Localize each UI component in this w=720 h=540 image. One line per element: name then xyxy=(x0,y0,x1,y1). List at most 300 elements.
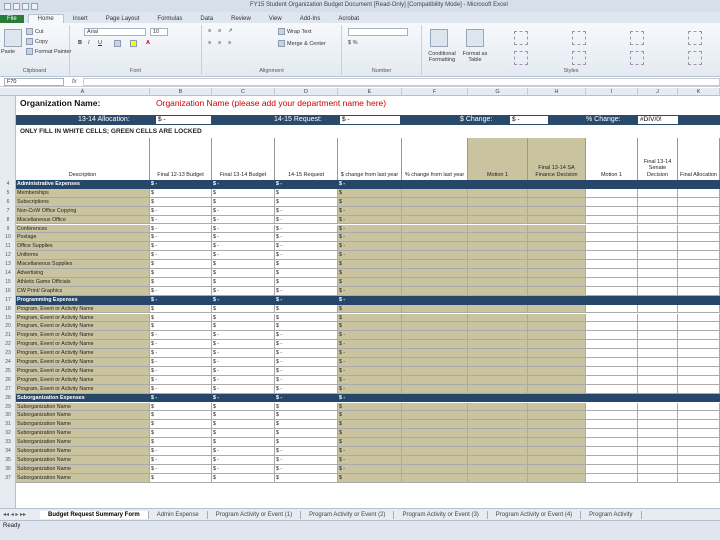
table-cell[interactable] xyxy=(638,349,678,358)
table-cell[interactable] xyxy=(402,385,468,394)
table-cell[interactable]: $ xyxy=(150,411,212,420)
table-cell[interactable]: $ xyxy=(212,278,275,287)
font-size-select[interactable]: 10 xyxy=(150,28,168,36)
sheet-tab[interactable]: Program Activity or Event (2) xyxy=(301,511,394,519)
column-header-j[interactable]: J xyxy=(638,88,678,96)
ribbon-tab-file[interactable]: File xyxy=(0,15,24,23)
table-cell[interactable]: $ xyxy=(150,269,212,278)
table-cell[interactable] xyxy=(638,411,678,420)
ribbon-tab-add-ins[interactable]: Add-Ins xyxy=(299,16,321,22)
table-cell[interactable] xyxy=(402,260,468,269)
table-cell[interactable]: $ xyxy=(275,260,338,269)
sheet-tab[interactable]: Program Activity or Event (1) xyxy=(208,511,301,519)
column-header-i[interactable]: I xyxy=(586,88,638,96)
table-cell[interactable]: $ xyxy=(338,269,402,278)
table-cell[interactable] xyxy=(638,322,678,331)
table-cell[interactable] xyxy=(586,260,638,269)
table-cell[interactable] xyxy=(468,474,528,483)
row-number[interactable]: 33 xyxy=(5,439,11,446)
table-cell[interactable]: $ - xyxy=(150,251,212,260)
table-cell[interactable]: $ - xyxy=(275,340,338,349)
table-cell[interactable]: $ xyxy=(212,198,275,207)
table-cell[interactable]: $ xyxy=(212,269,275,278)
table-cell[interactable] xyxy=(678,305,720,314)
ribbon-tab-insert[interactable]: Insert xyxy=(72,16,88,22)
column-header-h[interactable]: H xyxy=(528,88,586,96)
table-cell[interactable] xyxy=(402,278,468,287)
table-cell[interactable] xyxy=(468,367,528,376)
table-cell[interactable] xyxy=(678,447,720,456)
table-cell[interactable]: $ - xyxy=(338,340,402,349)
row-description-cell[interactable]: Uniforms xyxy=(16,251,150,260)
row-number[interactable]: 36 xyxy=(5,465,11,472)
table-cell[interactable] xyxy=(586,376,638,385)
table-cell[interactable]: $ xyxy=(275,322,338,331)
row-description-cell[interactable]: Suborganization Name xyxy=(16,474,150,483)
table-cell[interactable] xyxy=(638,429,678,438)
table-cell[interactable]: $ - xyxy=(150,225,212,234)
table-cell[interactable]: $ - xyxy=(338,216,402,225)
table-cell[interactable] xyxy=(586,465,638,474)
table-cell[interactable] xyxy=(638,314,678,323)
row-number[interactable]: 14 xyxy=(5,270,11,276)
table-cell[interactable] xyxy=(528,358,586,367)
table-cell[interactable] xyxy=(528,394,586,403)
table-cell[interactable]: $ xyxy=(150,260,212,269)
ribbon-tab-data[interactable]: Data xyxy=(200,16,214,22)
row-description-cell[interactable]: Postage xyxy=(16,233,150,242)
table-cell[interactable] xyxy=(468,251,528,260)
table-cell[interactable] xyxy=(638,331,678,340)
table-cell[interactable]: $ xyxy=(338,322,402,331)
worksheet-grid[interactable] xyxy=(16,96,720,508)
table-cell[interactable]: $ - xyxy=(275,358,338,367)
row-description-cell[interactable]: CW Print/ Graphics xyxy=(16,287,150,296)
table-cell[interactable]: $ - xyxy=(212,456,275,465)
table-cell[interactable] xyxy=(638,385,678,394)
table-cell[interactable] xyxy=(528,233,586,242)
table-cell[interactable] xyxy=(678,287,720,296)
row-number[interactable]: 16 xyxy=(5,287,11,294)
table-cell[interactable]: $ xyxy=(150,403,212,412)
row-number[interactable]: 29 xyxy=(5,403,11,410)
row-number[interactable]: 25 xyxy=(5,367,11,374)
table-cell[interactable] xyxy=(638,447,678,456)
table-cell[interactable] xyxy=(678,180,720,189)
table-cell[interactable]: $ - xyxy=(338,358,402,367)
table-cell[interactable] xyxy=(402,233,468,242)
table-cell[interactable] xyxy=(402,411,468,420)
cell-style-3[interactable] xyxy=(572,31,586,45)
row-description-cell[interactable]: Athletic Game Officials xyxy=(16,278,150,287)
cut-button[interactable]: Cut xyxy=(26,28,44,35)
font-name-select[interactable]: Arial xyxy=(84,28,146,36)
name-box[interactable]: F70 xyxy=(4,78,64,86)
table-cell[interactable] xyxy=(528,403,586,412)
table-cell[interactable] xyxy=(638,305,678,314)
sheet-tab[interactable]: Program Activity or Event (3) xyxy=(394,511,487,519)
table-cell[interactable] xyxy=(468,242,528,251)
column-header-g[interactable]: G xyxy=(468,88,528,96)
table-cell[interactable] xyxy=(402,189,468,198)
table-cell[interactable] xyxy=(528,189,586,198)
table-cell[interactable]: $ xyxy=(275,305,338,314)
table-cell[interactable]: $ xyxy=(275,438,338,447)
column-header-e[interactable]: E xyxy=(338,88,402,96)
table-cell[interactable] xyxy=(586,474,638,483)
row-number[interactable]: 35 xyxy=(5,456,11,463)
cell-style-5[interactable] xyxy=(630,31,644,45)
copy-button[interactable]: Copy xyxy=(26,38,48,45)
merge-center-button[interactable]: Merge & Center xyxy=(278,40,326,47)
table-cell[interactable]: $ xyxy=(275,429,338,438)
table-cell[interactable] xyxy=(586,322,638,331)
table-cell[interactable]: $ xyxy=(212,322,275,331)
table-cell[interactable] xyxy=(528,225,586,234)
table-cell[interactable] xyxy=(638,403,678,412)
currency-icon[interactable]: $ % xyxy=(348,40,358,46)
table-cell[interactable] xyxy=(638,233,678,242)
table-cell[interactable] xyxy=(678,411,720,420)
table-cell[interactable]: $ - xyxy=(212,331,275,340)
table-cell[interactable] xyxy=(468,189,528,198)
table-cell[interactable]: $ - xyxy=(338,456,402,465)
row-number[interactable]: 6 xyxy=(6,198,10,205)
table-cell[interactable]: $ xyxy=(338,189,402,198)
table-cell[interactable]: $ - xyxy=(212,358,275,367)
font-color-button[interactable]: A xyxy=(146,40,150,46)
table-cell[interactable]: $ xyxy=(150,429,212,438)
table-cell[interactable] xyxy=(468,260,528,269)
table-cell[interactable] xyxy=(678,322,720,331)
save-icon[interactable] xyxy=(13,3,20,10)
table-cell[interactable] xyxy=(638,260,678,269)
table-cell[interactable] xyxy=(586,349,638,358)
table-cell[interactable] xyxy=(468,331,528,340)
paste-icon[interactable] xyxy=(4,29,22,47)
conditional-formatting-icon[interactable] xyxy=(430,29,448,47)
table-cell[interactable] xyxy=(678,367,720,376)
org-name-value[interactable]: Organization Name (please add your department name here) xyxy=(156,98,387,108)
row-number[interactable]: 22 xyxy=(5,341,11,348)
table-cell[interactable] xyxy=(638,251,678,260)
table-cell[interactable] xyxy=(638,189,678,198)
table-cell[interactable] xyxy=(638,242,678,251)
table-cell[interactable]: $ - xyxy=(212,367,275,376)
column-header-k[interactable]: K xyxy=(678,88,720,96)
table-cell[interactable] xyxy=(678,438,720,447)
undo-icon[interactable] xyxy=(22,3,29,10)
table-cell[interactable] xyxy=(528,340,586,349)
table-cell[interactable] xyxy=(678,314,720,323)
table-cell[interactable]: $ - xyxy=(212,465,275,474)
table-cell[interactable] xyxy=(586,278,638,287)
table-cell[interactable]: $ - xyxy=(338,251,402,260)
table-cell[interactable] xyxy=(586,456,638,465)
table-cell[interactable]: $ xyxy=(212,260,275,269)
row-description-cell[interactable]: Office Supplies xyxy=(16,242,150,251)
row-description-cell[interactable]: Suborganization Name xyxy=(16,465,150,474)
table-cell[interactable]: $ xyxy=(338,403,402,412)
table-cell[interactable] xyxy=(468,385,528,394)
table-cell[interactable] xyxy=(402,314,468,323)
table-cell[interactable] xyxy=(586,385,638,394)
table-cell[interactable] xyxy=(638,216,678,225)
row-number[interactable]: 20 xyxy=(5,323,11,330)
table-cell[interactable]: $ - xyxy=(275,251,338,260)
table-cell[interactable]: $ - xyxy=(275,233,338,242)
table-cell[interactable]: $ - xyxy=(150,180,212,189)
table-cell[interactable] xyxy=(678,198,720,207)
table-cell[interactable]: $ - xyxy=(338,296,402,305)
table-cell[interactable] xyxy=(402,358,468,367)
bold-button[interactable]: B xyxy=(78,40,82,46)
format-as-table-icon[interactable] xyxy=(466,29,484,47)
table-cell[interactable] xyxy=(528,331,586,340)
sheet-tab[interactable]: Program Activity or Event (4) xyxy=(488,511,581,519)
table-cell[interactable]: $ - xyxy=(150,385,212,394)
table-cell[interactable] xyxy=(402,198,468,207)
table-cell[interactable]: $ - xyxy=(212,376,275,385)
row-description-cell[interactable]: Suborganization Name xyxy=(16,456,150,465)
row-description-cell[interactable]: Program, Event or Activity Name xyxy=(16,331,150,340)
table-cell[interactable]: $ - xyxy=(275,367,338,376)
table-cell[interactable]: $ xyxy=(150,278,212,287)
table-cell[interactable]: $ - xyxy=(212,340,275,349)
table-cell[interactable]: $ xyxy=(275,403,338,412)
table-cell[interactable]: $ - xyxy=(150,331,212,340)
table-cell[interactable]: $ xyxy=(212,411,275,420)
table-cell[interactable] xyxy=(468,349,528,358)
table-cell[interactable] xyxy=(402,394,468,403)
table-cell[interactable] xyxy=(468,403,528,412)
ribbon-tab-acrobat[interactable]: Acrobat xyxy=(338,16,360,22)
row-number[interactable]: 26 xyxy=(5,376,11,383)
cell-style-1[interactable] xyxy=(514,31,528,45)
table-cell[interactable] xyxy=(402,456,468,465)
excel-icon[interactable] xyxy=(4,3,11,10)
table-cell[interactable]: $ - xyxy=(338,331,402,340)
cell-style-7[interactable] xyxy=(688,31,702,45)
table-cell[interactable] xyxy=(468,358,528,367)
table-cell[interactable] xyxy=(586,305,638,314)
table-cell[interactable]: $ - xyxy=(338,465,402,474)
table-cell[interactable] xyxy=(468,322,528,331)
table-cell[interactable] xyxy=(638,376,678,385)
table-cell[interactable]: $ - xyxy=(338,349,402,358)
table-cell[interactable] xyxy=(638,269,678,278)
table-cell[interactable] xyxy=(586,331,638,340)
table-cell[interactable]: $ xyxy=(275,189,338,198)
table-cell[interactable] xyxy=(586,251,638,260)
table-cell[interactable] xyxy=(528,216,586,225)
table-cell[interactable] xyxy=(528,314,586,323)
row-number[interactable]: 12 xyxy=(5,252,11,259)
table-cell[interactable] xyxy=(468,314,528,323)
table-cell[interactable]: $ - xyxy=(275,287,338,296)
table-cell[interactable] xyxy=(586,269,638,278)
row-number[interactable]: 13 xyxy=(5,261,11,268)
row-number[interactable]: 21 xyxy=(5,332,11,339)
row-description-cell[interactable]: Conferences xyxy=(16,225,150,234)
row-description-cell[interactable]: Program, Event or Activity Name xyxy=(16,305,150,314)
table-cell[interactable] xyxy=(468,207,528,216)
table-cell[interactable]: $ - xyxy=(150,465,212,474)
sheet-tab[interactable]: Budget Request Summary Form xyxy=(40,511,149,519)
table-cell[interactable] xyxy=(402,296,468,305)
table-cell[interactable] xyxy=(528,385,586,394)
row-description-cell[interactable]: Miscellaneous Supplies xyxy=(16,260,150,269)
row-description-cell[interactable]: Suborganization Name xyxy=(16,438,150,447)
row-description-cell[interactable]: Program, Event or Activity Name xyxy=(16,385,150,394)
table-cell[interactable] xyxy=(638,394,678,403)
table-cell[interactable]: $ - xyxy=(212,296,275,305)
table-cell[interactable]: $ - xyxy=(338,287,402,296)
row-description-cell[interactable]: Program, Event or Activity Name xyxy=(16,340,150,349)
cell-style-2[interactable] xyxy=(514,51,528,65)
table-cell[interactable] xyxy=(468,225,528,234)
row-description-cell[interactable]: Suborganization Name xyxy=(16,403,150,412)
table-cell[interactable] xyxy=(528,376,586,385)
table-cell[interactable] xyxy=(402,438,468,447)
table-cell[interactable]: $ - xyxy=(275,180,338,189)
row-description-cell[interactable]: Subscriptions xyxy=(16,198,150,207)
table-cell[interactable] xyxy=(586,314,638,323)
table-cell[interactable]: $ xyxy=(150,314,212,323)
table-cell[interactable] xyxy=(528,456,586,465)
table-cell[interactable] xyxy=(678,465,720,474)
table-cell[interactable]: $ - xyxy=(275,456,338,465)
row-description-cell[interactable]: Programming Expenses xyxy=(16,296,150,305)
table-cell[interactable]: $ xyxy=(275,314,338,323)
table-cell[interactable] xyxy=(468,198,528,207)
table-cell[interactable]: $ - xyxy=(212,394,275,403)
table-cell[interactable]: $ - xyxy=(212,233,275,242)
row-number[interactable]: 27 xyxy=(5,385,11,392)
table-cell[interactable] xyxy=(586,411,638,420)
table-cell[interactable]: $ - xyxy=(212,349,275,358)
table-cell[interactable]: $ - xyxy=(338,394,402,403)
table-cell[interactable] xyxy=(678,251,720,260)
table-cell[interactable] xyxy=(586,216,638,225)
table-cell[interactable] xyxy=(586,180,638,189)
column-header-c[interactable]: C xyxy=(212,88,275,96)
table-cell[interactable]: $ - xyxy=(150,233,212,242)
table-cell[interactable] xyxy=(678,376,720,385)
table-cell[interactable] xyxy=(402,403,468,412)
table-cell[interactable]: $ - xyxy=(212,242,275,251)
row-description-cell[interactable]: Program, Event or Activity Name xyxy=(16,314,150,323)
table-cell[interactable] xyxy=(638,296,678,305)
cell-style-4[interactable] xyxy=(572,51,586,65)
row-number[interactable]: 18 xyxy=(5,305,11,312)
table-cell[interactable] xyxy=(638,278,678,287)
table-cell[interactable]: $ xyxy=(150,305,212,314)
table-cell[interactable]: $ - xyxy=(338,207,402,216)
table-cell[interactable]: $ - xyxy=(150,456,212,465)
table-cell[interactable]: $ - xyxy=(212,385,275,394)
table-cell[interactable] xyxy=(402,349,468,358)
table-cell[interactable] xyxy=(638,340,678,349)
table-cell[interactable] xyxy=(468,269,528,278)
table-cell[interactable] xyxy=(586,447,638,456)
table-cell[interactable] xyxy=(402,287,468,296)
table-cell[interactable] xyxy=(586,233,638,242)
column-header-f[interactable]: F xyxy=(402,88,468,96)
ribbon-tab-page-layout[interactable]: Page Layout xyxy=(105,16,140,22)
table-cell[interactable]: $ - xyxy=(150,447,212,456)
row-description-cell[interactable]: Administrative Expenses xyxy=(16,180,150,189)
table-cell[interactable] xyxy=(678,456,720,465)
format-as-table-button[interactable]: Format as Table xyxy=(462,51,488,63)
table-cell[interactable]: $ xyxy=(150,474,212,483)
table-cell[interactable] xyxy=(586,296,638,305)
table-cell[interactable]: $ - xyxy=(338,367,402,376)
row-description-cell[interactable]: Program, Event or Activity Name xyxy=(16,376,150,385)
ribbon-tab-formulas[interactable]: Formulas xyxy=(157,16,183,22)
table-cell[interactable]: $ - xyxy=(338,225,402,234)
table-cell[interactable] xyxy=(678,385,720,394)
row-description-cell[interactable]: Program, Event or Activity Name xyxy=(16,349,150,358)
table-cell[interactable] xyxy=(528,278,586,287)
table-cell[interactable] xyxy=(586,287,638,296)
table-cell[interactable] xyxy=(678,216,720,225)
row-number[interactable]: 31 xyxy=(5,421,11,428)
table-cell[interactable] xyxy=(586,225,638,234)
row-number[interactable]: 17 xyxy=(5,296,11,303)
align-top-icon[interactable]: ≡ xyxy=(208,28,212,34)
row-number[interactable]: 9 xyxy=(6,225,10,232)
table-cell[interactable] xyxy=(586,340,638,349)
underline-button[interactable]: U xyxy=(98,40,102,46)
table-cell[interactable] xyxy=(528,296,586,305)
ribbon-tab-home[interactable]: Home xyxy=(28,14,64,23)
table-cell[interactable]: $ xyxy=(275,269,338,278)
table-cell[interactable] xyxy=(528,198,586,207)
row-number[interactable]: 37 xyxy=(5,474,11,481)
row-description-cell[interactable]: Non-CoW Office Copying xyxy=(16,207,150,216)
table-cell[interactable] xyxy=(638,474,678,483)
borders-button[interactable] xyxy=(114,40,123,47)
table-cell[interactable] xyxy=(586,438,638,447)
table-cell[interactable] xyxy=(468,465,528,474)
row-number[interactable]: 30 xyxy=(5,412,11,419)
table-cell[interactable] xyxy=(402,340,468,349)
sheet-nav-arrows[interactable]: ◂◂ ◂ ▸ ▸▸ xyxy=(3,512,27,518)
row-number[interactable]: 32 xyxy=(5,430,11,437)
table-cell[interactable] xyxy=(586,207,638,216)
table-cell[interactable] xyxy=(402,242,468,251)
table-cell[interactable] xyxy=(678,358,720,367)
table-cell[interactable]: $ xyxy=(338,411,402,420)
row-number[interactable]: 7 xyxy=(6,207,10,214)
row-description-cell[interactable]: Program, Event or Activity Name xyxy=(16,358,150,367)
table-cell[interactable] xyxy=(586,242,638,251)
table-cell[interactable] xyxy=(678,340,720,349)
table-cell[interactable] xyxy=(528,287,586,296)
table-cell[interactable] xyxy=(468,340,528,349)
table-cell[interactable]: $ xyxy=(338,314,402,323)
table-cell[interactable]: $ xyxy=(338,278,402,287)
table-cell[interactable] xyxy=(402,305,468,314)
table-cell[interactable] xyxy=(468,233,528,242)
table-cell[interactable]: $ xyxy=(275,278,338,287)
table-cell[interactable] xyxy=(402,251,468,260)
table-cell[interactable] xyxy=(468,180,528,189)
table-cell[interactable]: $ xyxy=(150,322,212,331)
table-cell[interactable] xyxy=(468,287,528,296)
table-cell[interactable]: $ - xyxy=(212,207,275,216)
